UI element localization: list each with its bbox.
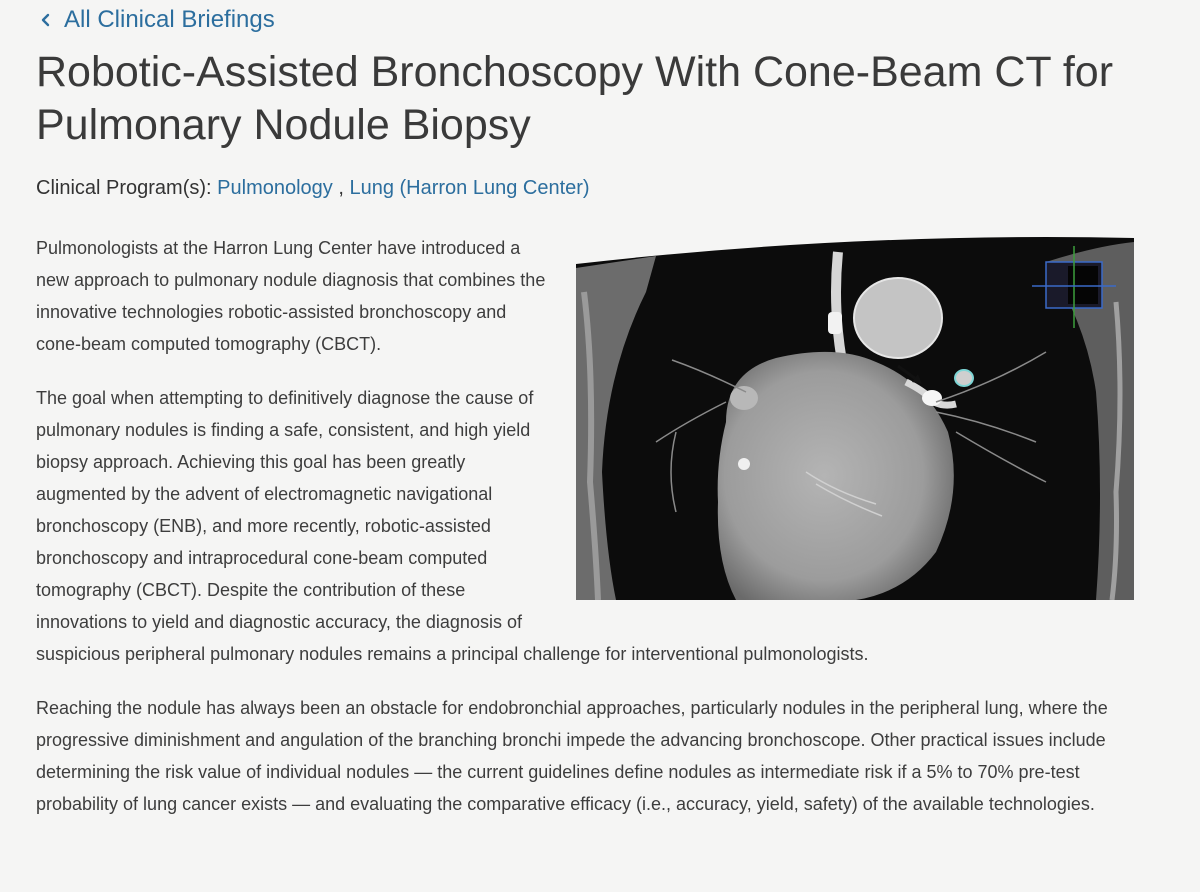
chevron-left-icon bbox=[36, 10, 56, 30]
paragraph-3: Reaching the nodule has always been an obstacle for endobronchial approaches, particularly nodules in the peripheral lung, where the progressive diminishment and angulation of the branching bronchi impede the advancing bronchoscope. Other practical issues include determining the risk value of individual nodules — the current guidelines define nodules as intermediate risk if a 5% to 70% pre-test probability of lung cancer exists — and evaluating the comparative efficacy (i.e., accuracy, yield, safety) of the available technologies. bbox=[36, 698, 1108, 814]
program-link-lung-center[interactable]: Lung (Harron Lung Center) bbox=[349, 177, 590, 199]
program-link-pulmonology[interactable]: Pulmonology bbox=[217, 177, 333, 199]
program-separator: , bbox=[332, 177, 350, 199]
page-title: Robotic-Assisted Bronchoscopy With Cone-Beam CT for Pulmonary Nodule Biopsy bbox=[36, 48, 1114, 149]
paragraph-2: The goal when attempting to definitively diagnose the cause of pulmonary nodules is finding a safe, consistent, and high yield biopsy approach. Achieving this goal has been greatly augmented by the advent of electromagnetic navigational bronchoscopy (ENB), and more recently, robotic-assisted bronchoscopy and intraprocedural cone-beam computed tomography (CBCT). Despite the contribution of these innovations to yield and diagnostic accuracy, the diagnosis of suspicious peripheral pulmonary nodules remains a principal challenge for interventional pulmonologists. bbox=[36, 388, 869, 664]
paragraph-1: Pulmonologists at the Harron Lung Center have introduced a new approach to pulmonary nodule diagnosis that combines the innovative technologies robotic-assisted bronchoscopy and cone-beam computed tomography (CBCT). bbox=[36, 238, 546, 354]
article-body bbox=[36, 232, 1134, 842]
cbct-scan-image bbox=[576, 232, 1134, 600]
back-to-briefings-link[interactable] bbox=[36, 6, 275, 34]
clinical-programs bbox=[36, 174, 590, 202]
programs-label: Clinical Program(s): bbox=[36, 177, 212, 199]
back-link-label[interactable]: All Clinical Briefings bbox=[64, 6, 275, 33]
